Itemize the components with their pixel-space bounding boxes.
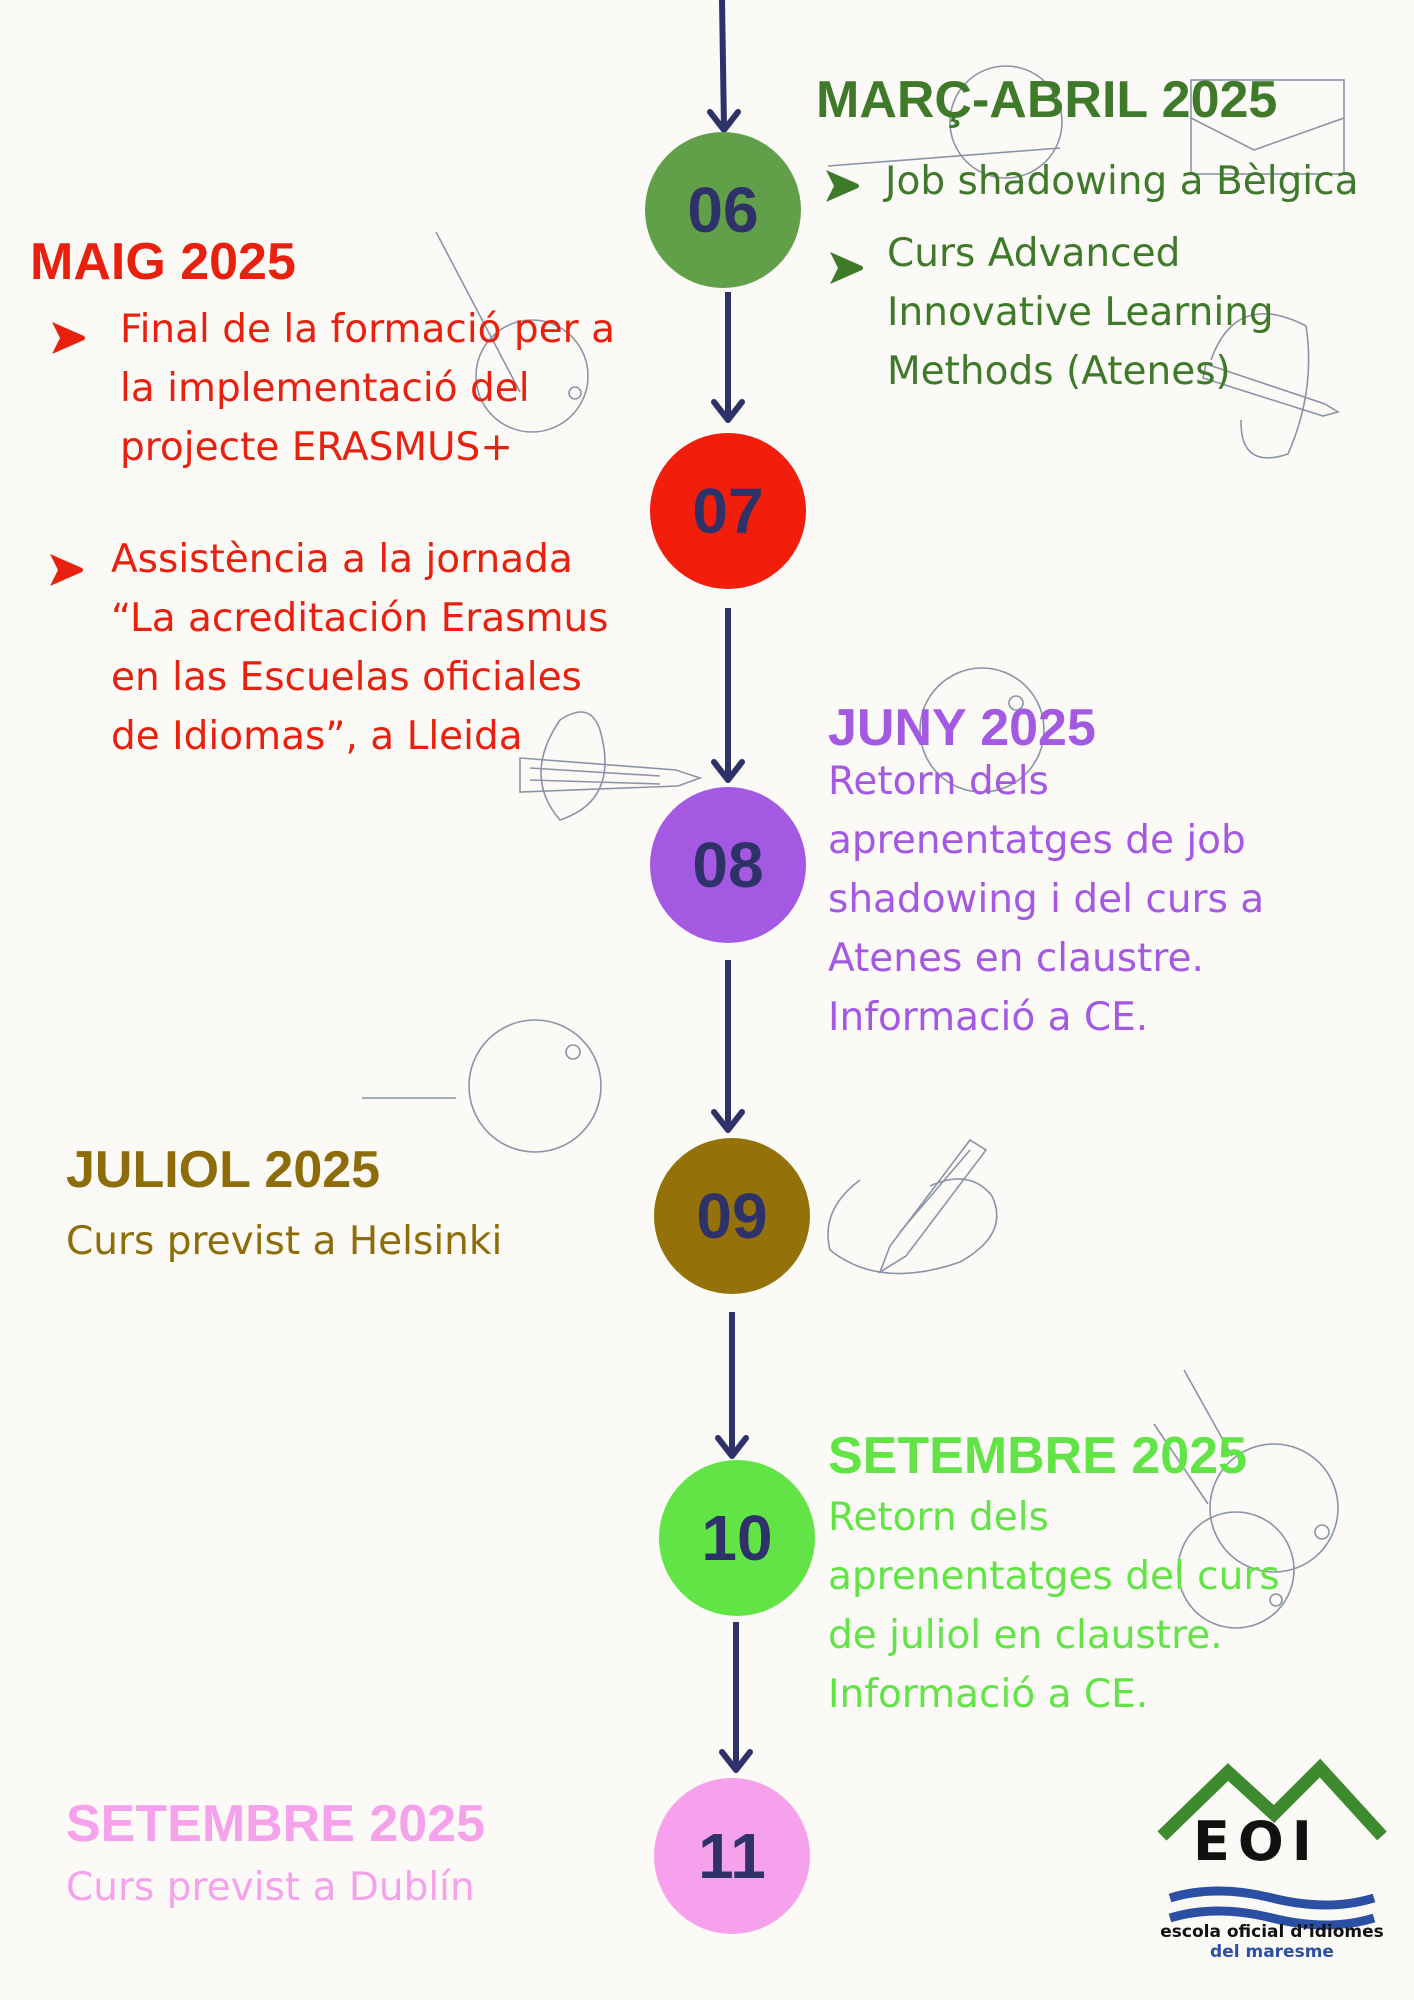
step-08-heading: JUNY 2025 xyxy=(828,699,1096,757)
step-circle-07: 07 xyxy=(650,433,806,589)
logo-name: EOI xyxy=(1193,1810,1320,1873)
step-06-item-1: Job shadowing a Bèlgica xyxy=(885,159,1359,204)
step-06-bullet-icon xyxy=(822,166,862,206)
step-08-text: Retorn dels aprenentatges de job shadowing i del curs a Atenes en claustre. Informació a CE. xyxy=(828,759,1265,1040)
step-11-heading: SETEMBRE 2025 xyxy=(66,1795,486,1853)
step-10-text: Retorn dels aprenentatges del curs de juliol en claustre. Informació a CE. xyxy=(828,1495,1280,1717)
step-circle-06: 06 xyxy=(645,132,801,288)
step-circle-09: 09 xyxy=(654,1138,810,1294)
step-circle-08: 08 xyxy=(650,787,806,943)
step-07-heading: MAIG 2025 xyxy=(30,233,296,291)
connector-line xyxy=(722,0,724,128)
step-07-bullet-icon xyxy=(48,318,88,358)
step-07-item-2: Assistència a la jornada “La acreditación Erasmus en las Escuelas oficiales de Idiomas”, a Lleida xyxy=(111,537,609,759)
step-10-heading: SETEMBRE 2025 xyxy=(828,1427,1248,1485)
step-07-item-1: Final de la formació per a la implementació del projecte ERASMUS+ xyxy=(120,307,616,470)
logo-text-line2: del maresme xyxy=(1210,1942,1334,1962)
step-09-text: Curs previst a Helsinki xyxy=(66,1219,503,1264)
logo-text-line1: escola oficial d’idiomes xyxy=(1160,1922,1384,1942)
step-07-bullet-icon xyxy=(46,550,86,590)
step-06-item-2: Curs Advanced Innovative Learning Methods (Atenes) xyxy=(887,231,1274,394)
step-09-heading: JULIOL 2025 xyxy=(66,1141,381,1199)
step-circle-11: 11 xyxy=(654,1778,810,1934)
step-06-heading: MARÇ-ABRIL 2025 xyxy=(816,71,1278,129)
step-11-text: Curs previst a Dublín xyxy=(66,1865,475,1910)
step-06-bullet-icon xyxy=(826,248,866,288)
step-circle-10: 10 xyxy=(659,1460,815,1616)
